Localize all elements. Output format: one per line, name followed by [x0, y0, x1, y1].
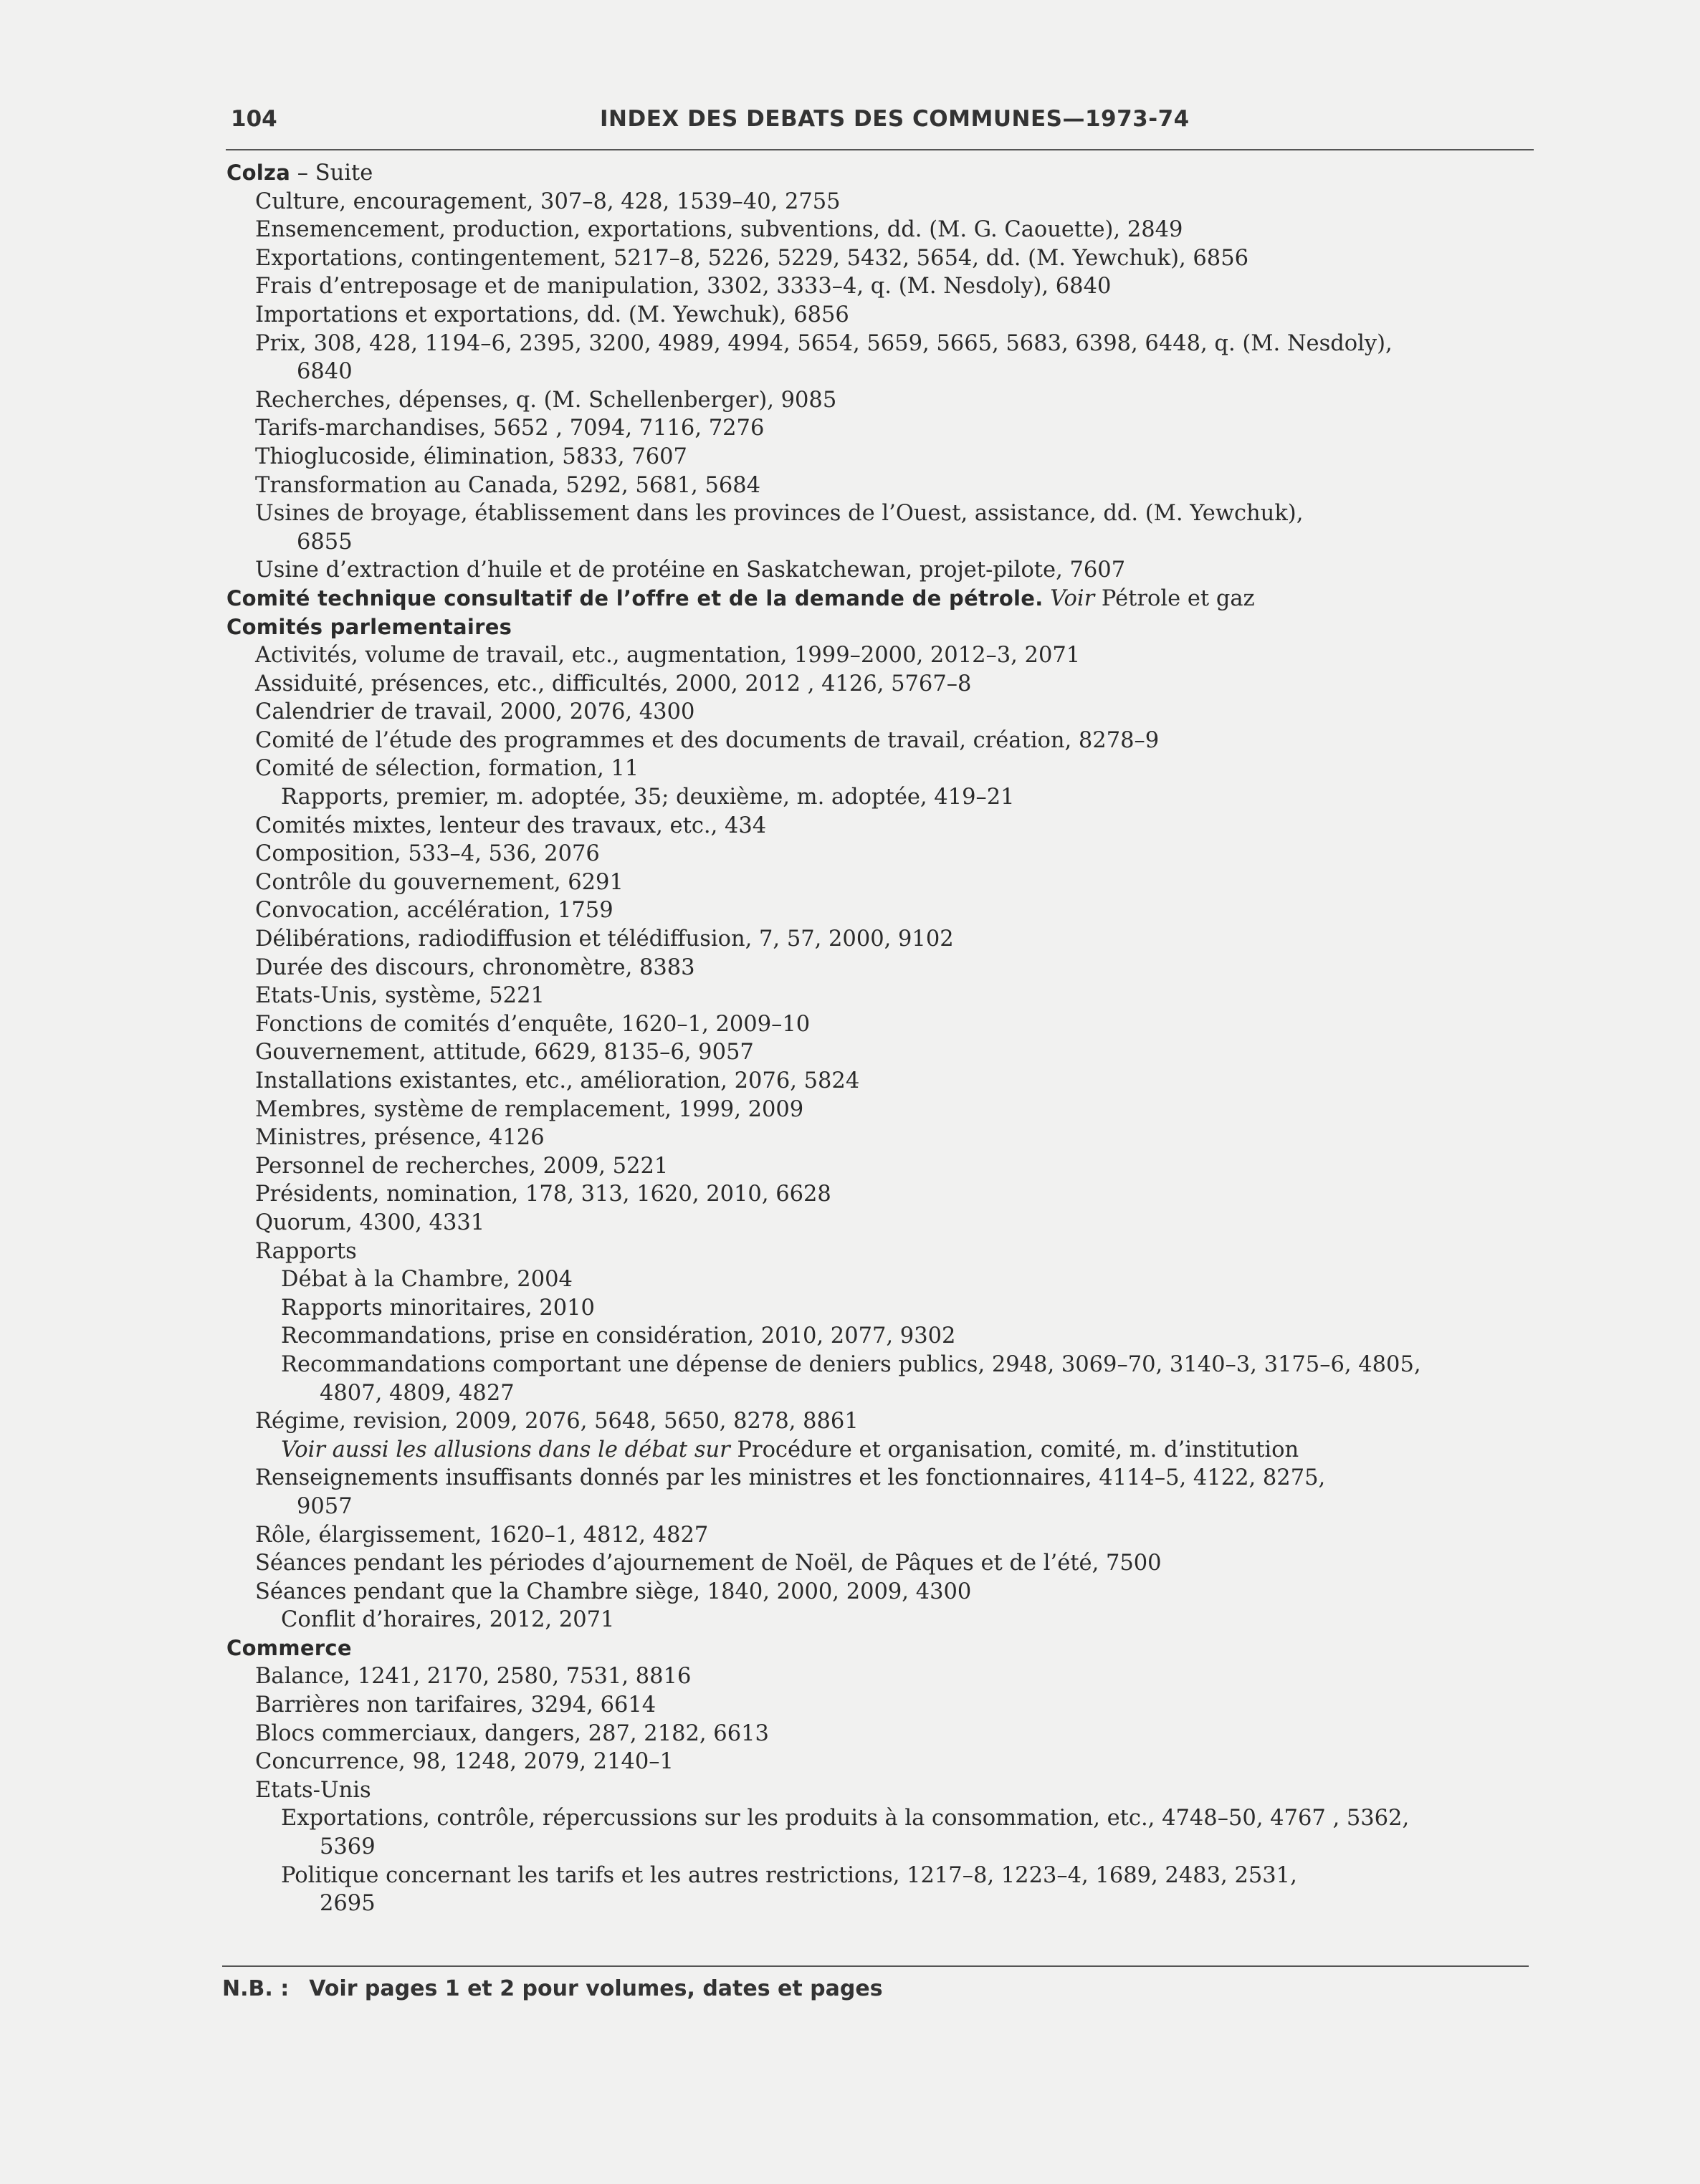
index-entry: Séances pendant que la Chambre siège, 1840, 2000, 2009, 4300: [255, 1579, 972, 1604]
index-entry: Etats-Unis, système, 5221: [255, 983, 545, 1009]
footnote: [222, 1976, 883, 2001]
index-entry: Culture, encouragement, 307–8, 428, 1539–40, 2755: [255, 188, 841, 214]
index-entry-continuation: 5369: [320, 1834, 376, 1860]
footer-rule: [222, 1965, 1529, 1967]
index-entry: Activités, volume de travail, etc., augmentation, 1999–2000, 2012–3, 2071: [255, 643, 1081, 669]
suite-text: – Suite: [290, 161, 373, 186]
index-subentry: Débat à la Chambre, 2004: [281, 1267, 573, 1293]
index-entry: Renseignements insuffisants donnés par les ministres et les fonctionnaires, 4114–5, 4122, 8275,: [255, 1465, 1326, 1491]
index-entry: Installations existantes, etc., amélioration, 2076, 5824: [255, 1068, 860, 1093]
index-entry: Prix, 308, 428, 1194–6, 2395, 3200, 4989, 4994, 5654, 5659, 5665, 5683, 6398, 6448, q. (M. Nesdoly),: [255, 330, 1393, 356]
index-entry: Contrôle du gouvernement, 6291: [255, 869, 624, 895]
index-subentry: Recommandations comportant une dépense de deniers publics, 2948, 3069–70, 3140–3, 3175–6, 4805,: [281, 1351, 1421, 1377]
index-entry: Durée des discours, chronomètre, 8383: [255, 954, 695, 980]
cross-reference: Pétrole et gaz: [1094, 585, 1255, 611]
index-entry: Fonctions de comités d’enquête, 1620–1, 2009–10: [255, 1011, 811, 1037]
index-entry: Assiduité, présences, etc., difficultés, 2000, 2012 , 4126, 5767–8: [255, 671, 972, 696]
index-subentry: Exportations, contrôle, répercussions sur les produits à la consommation, etc., 4748–50, 4767 , 5362,: [281, 1806, 1410, 1831]
index-entry: Composition, 533–4, 536, 2076: [255, 841, 600, 867]
header-rule: [226, 149, 1534, 150]
index-entry: Comité de sélection, formation, 11: [255, 756, 639, 782]
index-entry: Thioglucoside, élimination, 5833, 7607: [255, 444, 687, 469]
voir-text: Voir: [1050, 585, 1095, 611]
index-entry: Blocs commerciaux, dangers, 287, 2182, 6613: [255, 1720, 769, 1746]
index-heading-comites: Comités parlementaires: [226, 614, 512, 639]
index-entry: Frais d’entreposage et de manipulation, 3302, 3333–4, q. (M. Nesdoly), 6840: [255, 274, 1112, 300]
header-title: INDEX DES DEBATS DES COMMUNES—1973-74: [600, 106, 1190, 132]
index-entry: Délibérations, radiodiffusion et télédiffusion, 7, 57, 2000, 9102: [255, 926, 954, 952]
footnote-label: N.B. :: [222, 1976, 290, 2001]
index-subentry: Recommandations, prise en considération, 2010, 2077, 9302: [281, 1323, 956, 1349]
index-entry-continuation: 6855: [297, 529, 353, 555]
index-entry: Convocation, accélération, 1759: [255, 898, 613, 924]
index-heading-colza: [226, 159, 1495, 188]
index-entry: Concurrence, 98, 1248, 2079, 2140–1: [255, 1749, 674, 1775]
index-entry: Transformation au Canada, 5292, 5681, 5684: [255, 472, 761, 498]
index-entry: Présidents, nomination, 178, 313, 1620, 2010, 6628: [255, 1182, 831, 1207]
index-entry: Ensemencement, production, exportations, subventions, dd. (M. G. Caouette), 2849: [255, 217, 1183, 243]
index-entry: Tarifs-marchandises, 5652 , 7094, 7116, 7276: [255, 416, 765, 441]
running-head: [231, 106, 1532, 139]
heading-text: Comité technique consultatif de l’offre et de la demande de pétrole.: [226, 585, 1044, 610]
see-also-text: Voir aussi les allusions dans le débat sur: [281, 1437, 730, 1462]
index-entry-continuation: 2695: [320, 1891, 376, 1917]
index-entry: Recherches, dépenses, q. (M. Schellenberger), 9085: [255, 387, 837, 413]
index-entry: Régime, revision, 2009, 2076, 5648, 5650, 8278, 8861: [255, 1409, 859, 1435]
index-subentry: Rapports minoritaires, 2010: [281, 1295, 595, 1321]
index-entry: Comité de l’étude des programmes et des documents de travail, création, 8278–9: [255, 727, 1160, 753]
index-subentry: Conflit d’horaires, 2012, 2071: [281, 1607, 615, 1633]
heading-text: Colza: [226, 161, 291, 185]
page-number: 104: [231, 106, 277, 132]
index-entry: Usine d’extraction d’huile et de protéine en Saskatchewan, projet-pilote, 7607: [255, 557, 1126, 583]
index-entry: Usines de broyage, établissement dans les provinces de l’Ouest, assistance, dd. (M. Yewchuk),: [255, 501, 1304, 527]
index-entry: Calendrier de travail, 2000, 2076, 4300: [255, 699, 695, 725]
index-entry: Gouvernement, attitude, 6629, 8135–6, 9057: [255, 1040, 754, 1065]
cross-reference: Procédure et organisation, comité, m. d’institution: [730, 1437, 1299, 1462]
index-entry: Quorum, 4300, 4331: [255, 1210, 485, 1235]
index-subentry: Politique concernant les tarifs et les autres restrictions, 1217–8, 1223–4, 1689, 2483, 2531,: [281, 1862, 1297, 1888]
index-entry: Importations et exportations, dd. (M. Yewchuk), 6856: [255, 302, 849, 327]
index-entry: Etats-Unis: [255, 1777, 371, 1803]
index-entry: Personnel de recherches, 2009, 5221: [255, 1153, 669, 1179]
index-entry: Barrières non tarifaires, 3294, 6614: [255, 1692, 656, 1718]
index-entry-continuation: 6840: [297, 359, 353, 385]
index-entry: Balance, 1241, 2170, 2580, 7531, 8816: [255, 1664, 692, 1690]
index-entry-continuation: 9057: [297, 1493, 353, 1519]
index-entry: Comités mixtes, lenteur des travaux, etc., 434: [255, 813, 767, 838]
index-entry: Membres, système de remplacement, 1999, 2009: [255, 1096, 804, 1122]
index-subentry: Rapports, premier, m. adoptée, 35; deuxième, m. adoptée, 419–21: [281, 785, 1015, 810]
index-heading-commerce: Commerce: [226, 1635, 352, 1660]
index-entry: Séances pendant les périodes d’ajournement de Noël, de Pâques et de l’été, 7500: [255, 1551, 1162, 1576]
see-also-reference: [226, 1436, 1495, 1465]
index-entry: Ministres, présence, 4126: [255, 1125, 545, 1151]
index-entry: Rapports: [255, 1238, 357, 1264]
index-entry-continuation: 4807, 4809, 4827: [320, 1380, 515, 1406]
index-entries: [226, 159, 1495, 1918]
index-entry: Rôle, élargissement, 1620–1, 4812, 4827: [255, 1522, 709, 1548]
footnote-text: Voir pages 1 et 2 pour volumes, dates et pages: [309, 1976, 883, 2001]
index-entry: Exportations, contingentement, 5217–8, 5226, 5229, 5432, 5654, dd. (M. Yewchuk), 6856: [255, 245, 1249, 271]
index-heading-comite-technique: [226, 585, 1495, 613]
